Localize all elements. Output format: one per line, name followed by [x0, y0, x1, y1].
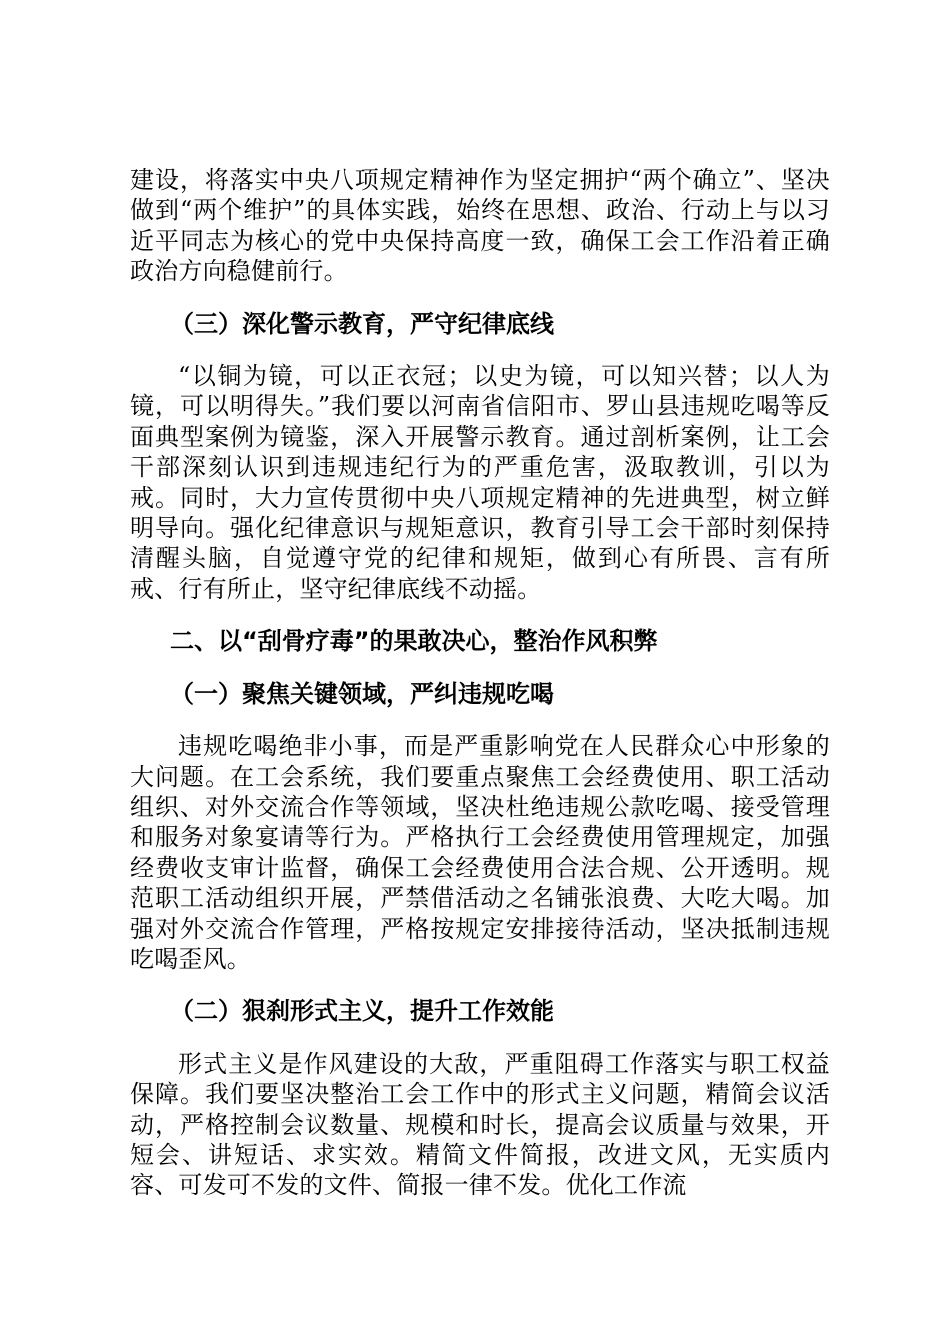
heading-section-1: （一）聚焦关键领域，严纠违规吃喝 — [170, 679, 554, 708]
heading-part-2: 二、以“刮骨疗毒”的果敢决心，整治作风积弊 — [170, 627, 658, 656]
paragraph-4: 形式主义是作风建设的大敌，严重阻碍工作落实与职工权益保障。我们要坚决整治工会工作中的形式主义问题，精简会议活动，严格控制会议数量、规模和时长，提高会议质量与效果，开短会、讲短话、求实效。精简文件简报，改进文风，无实质内容、可发可不发的文件、简报一律不发。优化工作流 — [130, 1049, 830, 1200]
heading-section-2: （二）狠刹形式主义，提升工作效能 — [170, 997, 554, 1026]
paragraph-1: 建设，将落实中央八项规定精神作为坚定拥护“两个确立”、坚决做到“两个维护”的具体实践，始终在思想、政治、行动上与以习近平同志为核心的党中央保持高度一致，确保工会工作沿着正确政治方向稳健前行。 — [130, 166, 830, 286]
paragraph-3: 违规吃喝绝非小事，而是严重影响党在人民群众心中形象的大问题。在工会系统，我们要重点聚焦工会经费使用、职工活动组织、对外交流合作等领域，坚决杜绝违规公款吃喝、接受管理和服务对象宴请等行为。严格执行工会经费使用管理规定，加强经费收支审计监督，确保工会经费使用合法合规、公开透明。规范职工活动组织开展，严禁借活动之名铺张浪费、大吃大喝。加强对外交流合作管理，严格按规定安排接待活动，坚决抵制违规吃喝歪风。 — [130, 732, 830, 973]
document-page — [130, 165, 830, 1201]
heading-section-3: （三）深化警示教育，严守纪律底线 — [170, 309, 554, 338]
paragraph-2: “以铜为镜，可以正衣冠；以史为镜，可以知兴替；以人为镜，可以明得失。”我们要以河南省信阳市、罗山县违规吃喝等反面典型案例为镜鉴，深入开展警示教育。通过剖析案例，让工会干部深刻认识到违规违纪行为的严重危害，汲取教训，引以为戒。同时，大力宣传贯彻中央八项规定精神的先进典型，树立鲜明导向。强化纪律意识与规矩意识，教育引导工会干部时刻保持清醒头脑，自觉遵守党的纪律和规矩，做到心有所畏、言有所戒、行有所止，坚守纪律底线不动摇。 — [130, 362, 830, 603]
